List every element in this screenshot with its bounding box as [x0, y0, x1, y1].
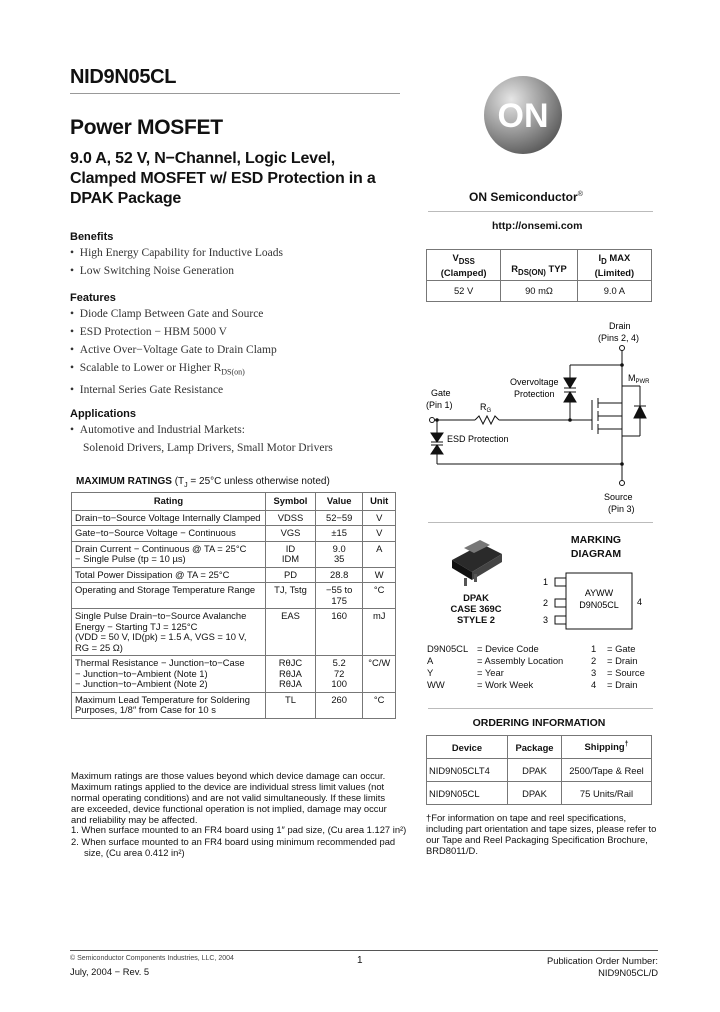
svg-text:2: 2 — [543, 598, 549, 608]
gate-pin-label: (Pin 1) — [426, 400, 453, 410]
benefits-heading: Benefits — [70, 231, 114, 243]
marking-diagram — [540, 570, 650, 632]
footer-rule — [70, 950, 658, 951]
on-logo — [483, 75, 563, 155]
svg-text:4: 4 — [637, 597, 643, 607]
table-row: Operating and Storage Temperature Range TJ, Tstg −55 to 175 °C — [72, 583, 396, 609]
brand-rule — [428, 211, 653, 212]
svg-text:D9N05CL: D9N05CL — [579, 600, 619, 610]
protection-label: Protection — [514, 389, 555, 399]
gate-label: Gate — [431, 388, 451, 398]
spec-id: 9.0 A — [577, 280, 651, 301]
applications-heading: Applications — [70, 408, 137, 420]
drain-label: Drain — [609, 321, 631, 331]
esd-label: ESD Protection — [447, 434, 509, 444]
ordering-note: †For information on tape and reel specifications, including part orientation and tape sizes, please refer to our Tape and Reel Packaging Specification Brochure, BRD8011/D. — [426, 812, 657, 856]
benefits-list — [70, 244, 283, 280]
part-number: NID9N05CL — [70, 66, 177, 88]
applications-list — [70, 421, 333, 457]
list-item: • Internal Series Gate Resistance — [70, 384, 224, 397]
dpak-package-image — [442, 538, 512, 588]
website-link[interactable]: http://onsemi.com — [492, 220, 583, 232]
list-item: • Diode Clamp Between Gate and Source — [70, 308, 264, 320]
marking-heading: MARKING DIAGRAM — [570, 534, 622, 560]
list-item: • Scalable to Lower or Higher $R_{DS(on)}$ — [70, 362, 245, 377]
list-item: • Low Switching Noise Generation — [70, 265, 235, 277]
features-heading: Features — [70, 292, 116, 304]
max-ratings-heading: MAXIMUM RATINGS ($T_J = 25^\circ C$ unless otherwise noted) — [76, 476, 330, 489]
table-row: Thermal Resistance − Junction−to−Case − Junction−to−Ambient (Note 1) − Junction−to−Ambient (Note 2) RθJC RθJA RθJA 5.2 72 100 °C/W — [72, 656, 396, 693]
svg-text:AYWW: AYWW — [584, 588, 614, 598]
revision-date: July, 2004 − Rev. 5 — [70, 966, 150, 977]
page-subtitle: 9.0 A, 52 V, N−Channel, Logic Level, Clamped MOSFET w/ ESD Protection in a DPAK Package — [70, 150, 376, 207]
table-row: Single Pulse Drain−to−Source Avalanche Energy − Starting TJ = 125°C (VDD = 50 V, ID(pk) = 1.5 A, VGS = 10 V, RG = 25 Ω) EAS 160 mJ — [72, 609, 396, 656]
ordering-table: Device Package Shipping† NID9N05CLT4 DPAK 2500/Tape & Reel NID9N05CL DPAK 75 Units/Rail — [426, 735, 652, 805]
page-title: Power MOSFET — [70, 116, 223, 139]
list-item: • Active Over−Voltage Gate to Drain Clamp — [70, 344, 277, 356]
table-row: NID9N05CL DPAK 75 Units/Rail — [427, 782, 652, 805]
marking-legend: D9N05CL = Device Code 1 = Gate A = Assembly Location 2 = Drain Y = Year 3 = Source WW = Work Week 4 = Drain — [427, 643, 645, 690]
list-item: Solenoid Drivers, Lamp Drivers, Small Motor Drivers — [83, 442, 333, 454]
source-pin-label: (Pin 3) — [608, 504, 635, 514]
copyright: © Semiconductor Components Industries, LLC, 2004 — [70, 955, 234, 962]
svg-text:1: 1 — [543, 577, 549, 587]
header-rule — [70, 93, 400, 94]
overvoltage-label: Overvoltage — [510, 377, 559, 387]
publication-number: NID9N05CL/D — [598, 967, 658, 978]
table-row: Drain Current − Continuous @ TA = 25°C − Single Pulse (tp = 10 µs) ID IDM 9.0 35 A — [72, 541, 396, 567]
table-row: Gate−to−Source Voltage − Continuous VGS ±15 V — [72, 526, 396, 542]
mpwr-label: $M_{PWR}$ — [628, 373, 650, 385]
features-list — [70, 305, 277, 399]
page-number: 1 — [357, 955, 363, 966]
note-2: 2. When surface mounted to an FR4 board using minimum recommended pad size, (Cu area 0.412 in²) — [71, 836, 396, 858]
drain-pins-label: (Pins 2, 4) — [598, 333, 640, 343]
list-item: • ESD Protection − HBM 5000 V — [70, 326, 227, 338]
list-item: • High Energy Capability for Inductive Loads — [70, 247, 284, 259]
spec-rds: 90 mΩ — [501, 280, 578, 301]
table-row: NID9N05CLT4 DPAK 2500/Tape & Reel — [427, 759, 652, 782]
spec-table: $V_{DSS}$ (Clamped) $R_{DS(ON)}$ TYP $I_D$ MAX (Limited) 52 V 90 mΩ 9.0 A — [426, 249, 652, 302]
note-1: 1. When surface mounted to an FR4 board using 1″ pad size, (Cu area 1.127 in²) — [71, 824, 407, 835]
mosfet-schematic-icon — [420, 318, 660, 518]
max-ratings-footnote: Maximum ratings are those values beyond which device damage can occur. Maximum ratings applied to the device are individual stress limit values (not normal operating conditions) and are not valid simultaneously. If these limits are exceeded, device functional operation is not implied, damage may occur and reliability may be affected. — [71, 770, 387, 825]
marking-diagram-icon — [540, 570, 650, 632]
source-label: Source — [604, 492, 633, 502]
marking-rule — [428, 708, 653, 709]
list-item: • Automotive and Industrial Markets: — [70, 424, 245, 436]
schematic — [420, 318, 660, 518]
logo-text: ON — [497, 97, 549, 135]
package-info: DPAK CASE 369C STYLE 2 — [450, 592, 502, 625]
publication-label: Publication Order Number: — [547, 955, 658, 966]
schematic-rule — [428, 522, 653, 523]
table-row: Drain−to−Source Voltage Internally Clamped VDSS 52−59 V — [72, 510, 396, 526]
table-row: Maximum Lead Temperature for Soldering Purposes, 1/8″ from Case for 10 s TL 260 °C — [72, 692, 396, 718]
rg-label: $R_G$ — [480, 402, 492, 414]
table-row: Total Power Dissipation @ TA = 25°C PD 28.8 W — [72, 567, 396, 583]
spec-vdss: 52 V — [427, 280, 501, 301]
ordering-heading: ORDERING INFORMATION — [472, 717, 606, 729]
on-logo-icon — [483, 75, 563, 155]
svg-text:3: 3 — [543, 615, 549, 625]
company-name: ON Semiconductor® — [469, 190, 583, 204]
max-ratings-table: Rating Symbol Value Unit Drain−to−Source Voltage Internally Clamped VDSS 52−59 V Gate−to−Source Voltage − Continuous VGS ±15 V Drain Current − Continuous @ TA = 25°C − Single Pulse (tp = 10 µs) ID IDM 9.0 35 A Total Power Dissipation @ TA = 25°C PD 28.8 W Operating and Storage Temperature Range TJ, Tstg −55 to 175 °C Single Pulse Drain−to−Source Avalanche Energy − Starting TJ = 125°C (VDD = 50 V, ID(pk) = 1.5 A, VGS = 10 V, RG = 25 Ω) EAS 160 mJ Thermal Resistance − Junction−to−Case − Junction−to−Ambient (Note 1) − Junction−to−Ambient (Note 2) RθJC RθJA RθJA 5.2 72 100 °C/W Maximum Lead Temperature for Soldering Purposes, 1/8″ from Case for 10 s TL 260 °C — [71, 492, 396, 719]
dpak-package-icon — [442, 538, 512, 588]
